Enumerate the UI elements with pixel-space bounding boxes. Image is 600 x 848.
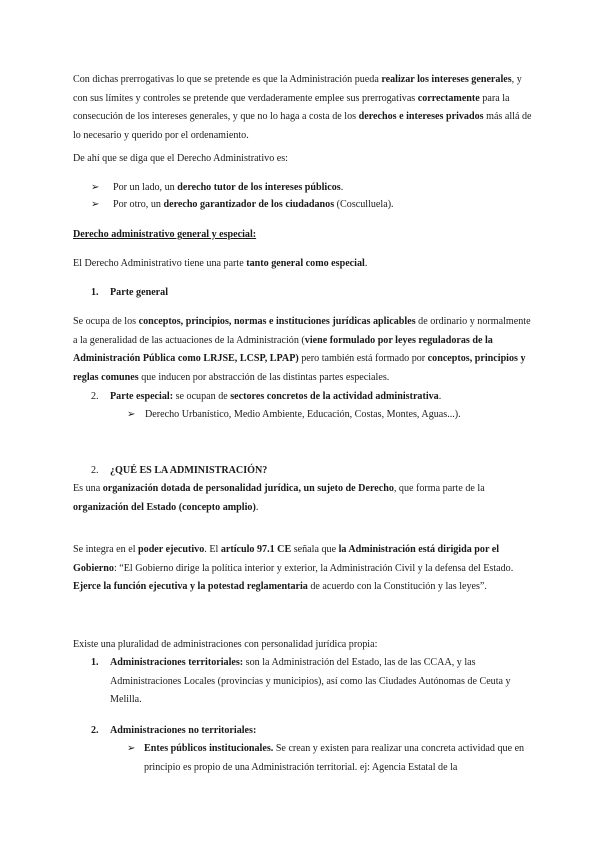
numbered-item: 1. Administraciones territoriales: son la Administración del Estado, las de las CCAA, y las Administraciones Locales (provincias y municipios), así como las Ciudades Autónomas de Ceuta y Melilla. xyxy=(91,657,511,705)
paragraph-prerogatives: Con dichas prerrogativas lo que se pretende es que la Administración pueda realizar los intereses generales, y con sus límites y controles se pretende que verdaderamente emplee sus prerrogativas correctamente para la consecución de los intereses generales, y que no lo haga a costa de los derechos e intereses privados más allá de lo necesario y querido por el ordenamiento. xyxy=(73,74,532,141)
paragraph-general-especial: El Derecho Administrativo tiene una parte tanto general como especial. xyxy=(73,258,368,269)
numbered-item: 2. Administraciones no territoriales: xyxy=(91,725,257,736)
arrow-bullet-icon: ➢ xyxy=(127,743,136,754)
paragraph-pluralidad: Existe una pluralidad de administraciones con personalidad jurídica propia: xyxy=(73,639,378,650)
arrow-bullet-icon: ➢ xyxy=(91,199,100,210)
bullet-item: ➢ Derecho Urbanístico, Medio Ambiente, Educación, Costas, Montes, Aguas...). xyxy=(127,406,461,425)
bullet-item: ➢ Por otro, un derecho garantizador de los ciudadanos (Cosculluela). xyxy=(91,196,394,215)
paragraph-que-es: Es una organización dotada de personalidad jurídica, un sujeto de Derecho, que forma parte de la organización del Estado (concepto amplio). xyxy=(73,483,485,513)
bullet-item: ➢ Por un lado, un derecho tutor de los intereses públicos. xyxy=(91,179,343,198)
numbered-item: 1. Parte general xyxy=(91,287,169,298)
paragraph-parte-general: Se ocupa de los conceptos, principios, normas e instituciones jurídicas aplicables de ordinario y normalmente a la generalidad de las actuaciones de la Administración (viene formulado por leyes reguladoras de la Administración Pública como LRJSE, LCSP, LPAP) pero también está formado por conceptos, principios y reglas comunes que inducen por abstracción de las distintas partes especiales. xyxy=(73,316,531,383)
paragraph-intro: De ahí que se diga que el Derecho Administrativo es: xyxy=(73,153,288,164)
arrow-bullet-icon: ➢ xyxy=(127,409,136,420)
paragraph-poder-ejecutivo: Se integra en el poder ejecutivo. El artículo 97.1 CE señala que la Administración está dirigida por el Gobierno: “El Gobierno dirige la política interior y exterior, la Administración Civil y la defensa del Estado. Ejerce la función ejecutiva y la potestad reglamentaria de acuerdo con la Constitución y las leyes”. xyxy=(73,544,514,592)
bullet-item: ➢ Entes públicos institucionales. Se crean y existen para realizar una concreta actividad que en principio es propio de una Administración territorial. ej: Agencia Estatal de la xyxy=(127,740,527,777)
numbered-item: 2. Parte especial: se ocupan de sectores concretos de la actividad administrativa. xyxy=(91,391,442,402)
section-heading: Derecho administrativo general y especial: xyxy=(73,229,257,240)
section-title: 2. ¿QUÉ ES LA ADMINISTRACIÓN? xyxy=(91,465,268,476)
arrow-bullet-icon: ➢ xyxy=(91,182,100,193)
